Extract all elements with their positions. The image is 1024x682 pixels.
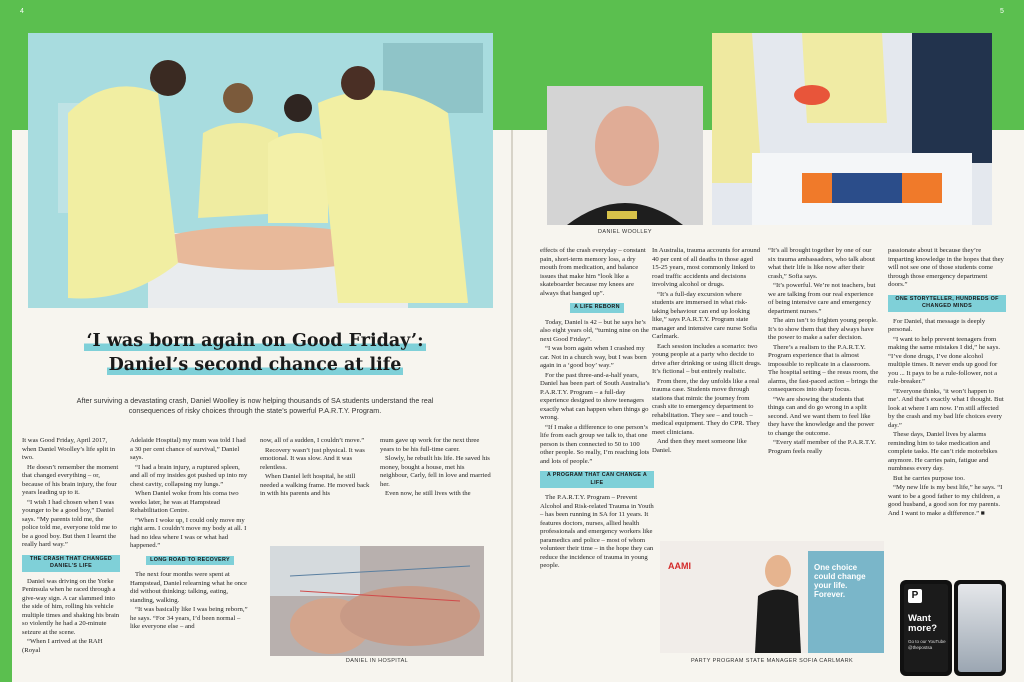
- paragraph: “It was basically like I was being reborn,” he says. “For 34 years, I’d been normal – like everyone else – and: [130, 606, 248, 630]
- paragraph: Adelaide Hospital) my mum was told I had a 30 per cent chance of survival,” Daniel says.: [130, 437, 246, 461]
- paragraph: “I had a brain injury, a ruptured spleen, and all of my insides got pushed up into my chest cavity, collapsing my lungs.”: [130, 463, 248, 488]
- paragraph: “I wish I had chosen when I was younger to be a good boy,” Daniel says. “My parents told me, the police told me, everyone told me to be a good boy. But then I learnt the really hard way.”: [22, 498, 117, 548]
- paragraph: “It’s all brought together by one of our six trauma ambassadors, who talk about what their life is like now after their crash,” Sofia says.: [768, 247, 875, 280]
- paragraph: Slowly, he rebuilt his life. He saved his money, bought a house, met his neighbour, Carly, fell in love and married her.: [380, 455, 491, 488]
- paragraph: In Australia, trauma accounts for around 40 per cent of all deaths in those aged 15-25 years, most commonly linked to road traffic accidents and decisions involving alcohol or drugs.: [652, 247, 761, 288]
- video-phone[interactable]: [954, 580, 1006, 676]
- paragraph: Daniel was driving on the Yorke Peninsula when he raced through a give-way sign. A car slammed into the side of him, rolling his vehicle multiple times and shaking his brain so violently he had a 20-minute seizure at the scene.: [22, 577, 120, 636]
- page-spine: [511, 130, 513, 682]
- promo-title: Want more?: [908, 613, 938, 634]
- promo-screen: [904, 584, 948, 672]
- subhead-program: A PROGRAM THAT CAN CHANGE A LIFE: [540, 471, 654, 488]
- caption-hospital: DANIEL IN HOSPITAL: [345, 658, 409, 664]
- paragraph: There’s a realism to the P.A.R.T.Y. Program experience that is almost impossible to replicate in a classroom. The hospital setting – the resus room, the alarms, the fast-paced action – brings the consequences into sharp focus.: [768, 343, 879, 393]
- column-1: [22, 437, 120, 656]
- paragraph: For the past three-and-a-half years, Daniel has been part of South Australia’s P.A.R.T.Y. Program – a full-day experience designed to show teenagers exactly what can happen when things go wrong.: [540, 371, 650, 421]
- paragraph: “I want to help prevent teenagers from making the same mistakes I did,” he says. “I’ve done drugs, I’ve done alcohol multiple times. It never ends up good for you ... It pays to be a rule-follower, not a rule-breaker.”: [888, 335, 1000, 385]
- subhead-recovery: LONG ROAD TO RECOVERY: [146, 556, 234, 566]
- subhead-crash: THE CRASH THAT CHANGED DANIEL’S LIFE: [22, 555, 120, 572]
- paragraph: Each session includes a scenario: two young people at a party who decide to drive after drinking or using illicit drugs. It’s fictional – but entirely realistic.: [652, 342, 762, 375]
- paragraph: For Daniel, that message is deeply personal.: [888, 317, 986, 333]
- column-4: [380, 437, 492, 500]
- headline: [60, 329, 450, 377]
- standfirst: After surviving a devastating crash, Daniel Woolley is now helping thousands of SA students understand the real consequences of risky choices through the state’s powerful P.A.R.T.Y. Program.: [76, 396, 434, 415]
- caption-woolley: DANIEL WOOLLEY: [598, 229, 652, 235]
- paragraph: “Everyone thinks, ‘it won’t happen to me’. And that’s exactly what I thought. But look at where I am now. I’m still affected by the crash and my bad life choices every day.”: [888, 387, 1004, 429]
- paragraph: “We are showing the students that things can and do go wrong in a split second. And we want them to feel like they have the knowledge and the power to change the outcome.: [768, 395, 875, 437]
- paragraph: These days, Daniel lives by alarms reminding him to take medication and complete tasks. He can’t ride motorbikes anymore. He carries pain, fatigue and numbness every day.: [888, 431, 998, 472]
- paragraph: “When I arrived at the RAH (Royal: [22, 638, 103, 654]
- paragraph: When Daniel left hospital, he still needed a walking frame. He moved back in with his parents and his: [260, 473, 370, 497]
- paragraph: passionate about it because they’re imparting knowledge in the hopes that they will not see one of those students come through those emergency department doors.”: [888, 247, 1004, 288]
- paragraph: now, all of a sudden, I couldn’t move.”: [260, 437, 365, 444]
- promo-subtitle: Go to our YouTube @thepostsa: [908, 639, 946, 650]
- paragraph: When Daniel woke from his coma two weeks later, he was at Hampstead Rehabilitation Centre.: [130, 490, 239, 514]
- paragraph: “When I woke up, I could only move my right arm. I couldn’t move my body at all. I had no idea where I was or what had happened.”: [130, 516, 247, 549]
- woolley-portrait: [547, 86, 703, 225]
- post-logo-icon: P: [908, 589, 922, 603]
- column-3: [260, 437, 370, 500]
- paragraph: “It’s a full-day excursion where students are immersed in what risk-taking behaviour can end up looking like,” says P.A.R.T.Y. Program state manager and intensive care nurse Sofia Carlmark.: [652, 290, 757, 340]
- page-number-right: 5: [1000, 8, 1004, 15]
- paragraph: The next four months were spent at Hampstead, Daniel relearning what he once did without thinking: talking, eating, standing, walking.: [130, 571, 247, 604]
- caption-sofia: PARTY PROGRAM STATE MANAGER SOFIA CARLMARK: [690, 658, 854, 664]
- paragraph: The P.A.R.T.Y. Program – Prevent Alcohol and Risk-related Trauma in Youth – has been running in SA for 11 years. It features doctors, nurses, allied health professionals and emergency workers like paramedics and police – most of whom volunteer their time – in the hope they can reduce the incidence of trauma in young people.: [540, 494, 654, 569]
- banner-slogan: One choice could change your life. Forever.: [814, 563, 866, 599]
- paragraph: mum gave up work for the next three years to be his full-time carer.: [380, 437, 480, 453]
- resus-photo: [712, 33, 992, 225]
- aami-logo: AAMI: [668, 561, 691, 571]
- paragraph: It was Good Friday, April 2017, when Daniel Woolley’s life split in two.: [22, 437, 116, 461]
- paragraph: The aim isn’t to frighten young people. It’s to show them that they always have the power to make a safer decision.: [768, 317, 878, 341]
- paragraph: Today, Daniel is 42 – but he says he’s also eight years old, “turning nine on the next Good Friday”.: [540, 318, 649, 343]
- hero-photo: [28, 33, 493, 308]
- paragraph: “It’s powerful. We’re not teachers, but we are talking from our real experience of being intensive care and emergency department nurses.”: [768, 282, 876, 315]
- hospital-photo: [270, 546, 484, 656]
- column-6: [652, 247, 762, 456]
- paragraph: “If I make a difference to one person’s life from each group we talk to, that one person is then connected to 50 to 100 other people. So really, I’m reaching lots and lots of people.”: [540, 423, 650, 465]
- paragraph: Recovery wasn’t just physical. It was emotional. It was slow. And it was relentless.: [260, 446, 365, 471]
- subhead-storyteller: ONE STORYTELLER, HUNDREDS OF CHANGED MINDS: [888, 295, 1006, 312]
- paragraph: “I was born again when I crashed my car. Not in a church way, but I was born again in a ‘good boy’ way.”: [540, 345, 647, 369]
- column-5: [540, 247, 654, 572]
- column-2: [130, 437, 250, 633]
- paragraph: But he carries purpose too.: [893, 474, 965, 482]
- paragraph: effects of the crash everyday – constant pain, short-term memory loss, a dry mouth from medication, and balance issues that make him “look like a skateboarder because my knees are always that banged up”.: [540, 247, 646, 297]
- headline-line-2: Daniel’s second chance at life: [108, 355, 402, 375]
- paragraph: “My new life is my best life,” he says. “I want to be a good father to my children, a good husband, a good son for my parents. And I want to make a difference.” ■: [888, 484, 1003, 517]
- video-thumbnail: [958, 584, 1002, 672]
- column-8: [888, 247, 1006, 519]
- headline-line-1: ‘I was born again on Good Friday’:: [86, 331, 424, 351]
- paragraph: From there, the day unfolds like a real trauma case. Students move through stations that mimic the journey from crash site to emergency department to rehabilitation. They see – and touch – medical equipment. They do CPR. They meet clinicians.: [652, 377, 760, 436]
- sofia-photo: [660, 541, 884, 653]
- page-number-left: 4: [20, 8, 24, 15]
- promo-phone[interactable]: [900, 580, 952, 676]
- column-7: [768, 247, 880, 457]
- subhead-reborn: A LIFE REBORN: [570, 303, 624, 313]
- paragraph: “Every staff member of the P.A.R.T.Y. Program feels really: [768, 439, 876, 455]
- paragraph: He doesn’t remember the moment that changed everything – or, because of his brain injury, the four years leading up to it.: [22, 463, 119, 496]
- paragraph: Even now, he still lives with the: [385, 490, 471, 497]
- paragraph: And then they meet someone like Daniel.: [652, 438, 747, 454]
